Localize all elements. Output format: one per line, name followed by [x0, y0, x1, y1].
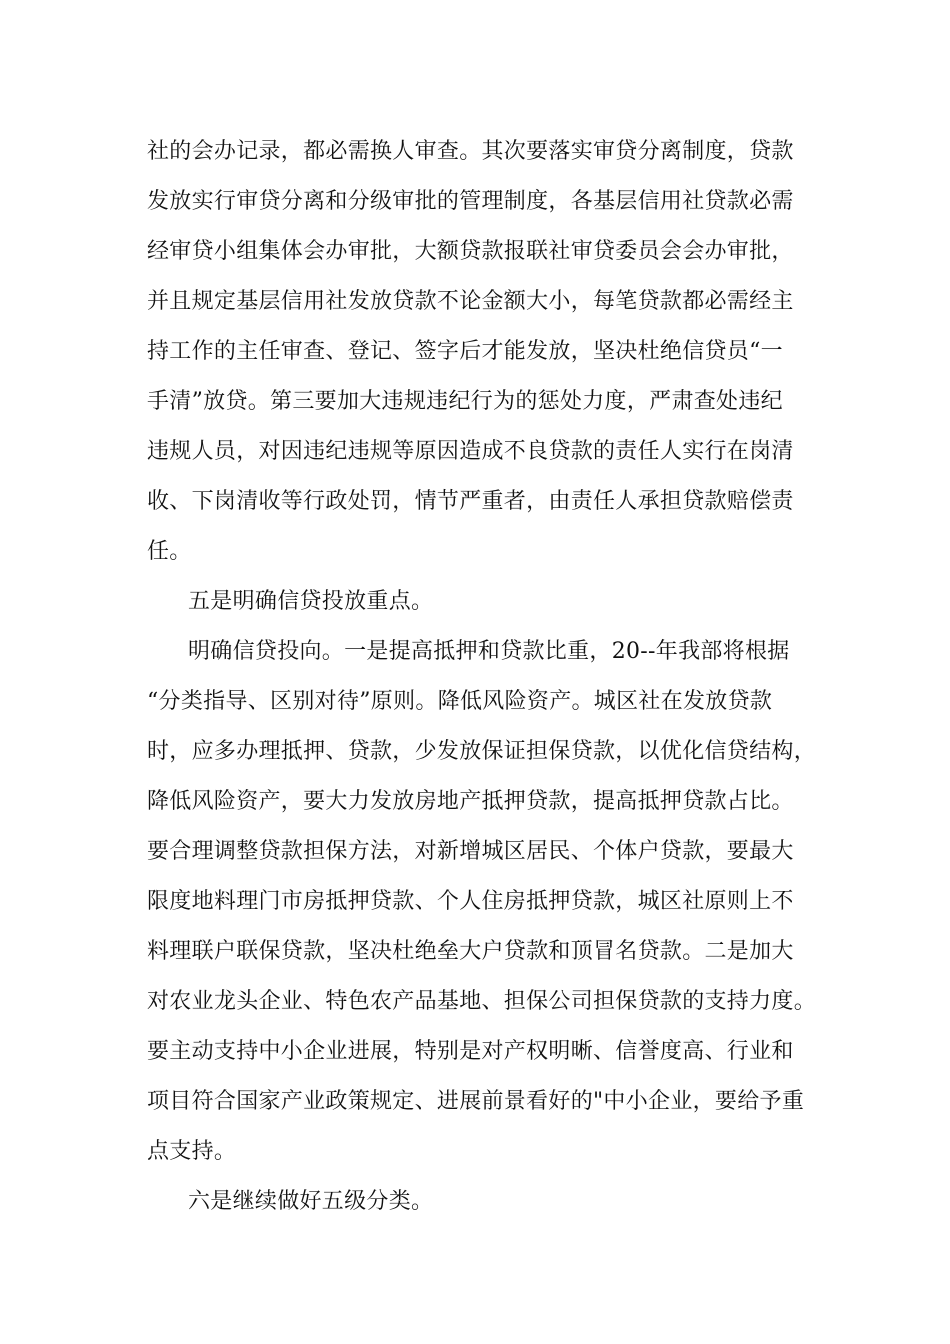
section-heading: 六是继续做好五级分类。 — [188, 1189, 434, 1214]
text-line: “分类指导、区别对待”原则。降低风险资产。城区社在发放贷款 — [147, 689, 773, 714]
text-line: 料理联户联保贷款，坚决杜绝垒大户贷款和顶冒名贷款。二是加大 — [147, 939, 794, 964]
text-line: 任。 — [147, 539, 192, 564]
text-line: 明确信贷投向。一是提高抵押和贷款比重，20--年我部将根据 — [188, 639, 790, 664]
text-line: 要主动支持中小企业进展，特别是对产权明晰、信誉度高、行业和 — [147, 1039, 794, 1064]
section-heading: 五是明确信贷投放重点。 — [188, 589, 434, 614]
text-line: 要合理调整贷款担保方法，对新增城区居民、个体户贷款，要最大 — [147, 839, 794, 864]
text-line: 社的会办记录，都必需换人审查。其次要落实审贷分离制度，贷款 — [147, 139, 794, 164]
text-line: 对农业龙头企业、特色农产品基地、担保公司担保贷款的支持力度。 — [147, 989, 817, 1014]
text-line: 时，应多办理抵押、贷款，少发放保证担保贷款，以优化信贷结构， — [147, 739, 817, 764]
text-line: 收、下岗清收等行政处罚，情节严重者，由责任人承担贷款赔偿责 — [147, 489, 794, 514]
text-line: 经审贷小组集体会办审批，大额贷款报联社审贷委员会会办审批， — [147, 239, 794, 264]
text-line: 降低风险资产，要大力发放房地产抵押贷款，提高抵押贷款占比。 — [147, 789, 794, 814]
text-line: 发放实行审贷分离和分级审批的管理制度，各基层信用社贷款必需 — [147, 189, 794, 214]
text-line: 持工作的主任审查、登记、签字后才能发放，坚决杜绝信贷员“一 — [147, 339, 783, 364]
text-line: 限度地料理门市房抵押贷款、个人住房抵押贷款，城区社原则上不 — [147, 889, 794, 914]
text-line: 手清”放贷。第三要加大违规违纪行为的惩处力度，严肃查处违纪 — [147, 389, 783, 414]
text-line: 并且规定基层信用社发放贷款不论金额大小，每笔贷款都必需经主 — [147, 289, 794, 314]
text-line: 违规人员，对因违纪违规等原因造成不良贷款的责任人实行在岗清 — [147, 439, 794, 464]
text-line: 项目符合国家产业政策规定、进展前景看好的"中小企业，要给予重 — [147, 1089, 805, 1114]
text-line: 点支持。 — [147, 1139, 237, 1164]
